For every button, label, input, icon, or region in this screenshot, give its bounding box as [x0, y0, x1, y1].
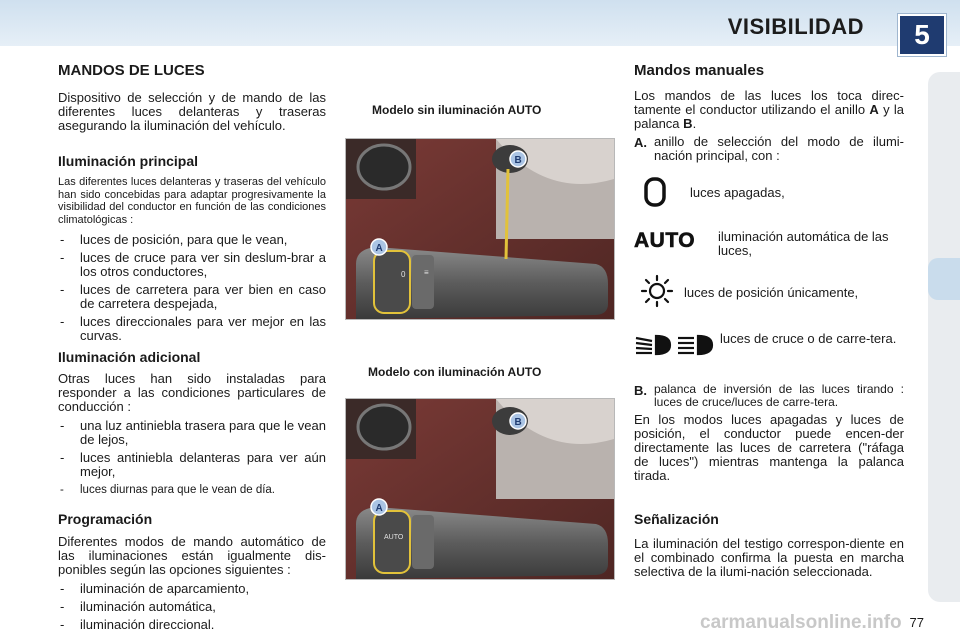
dipped-main-beam-icon: [634, 332, 716, 358]
mode-position-text: luces de posición únicamente,: [684, 285, 859, 300]
heading-mandos-manuales: Mandos manuales: [634, 62, 765, 79]
mode-beam-row: [634, 332, 904, 358]
heading-programacion: Programación: [58, 511, 153, 527]
mode-beam-text: luces de cruce o de carre-tera.: [720, 331, 897, 346]
heading-senalizacion: Señalización: [634, 511, 719, 527]
list-item: - luces antiniebla delanteras para ver aún mejor,: [58, 451, 326, 479]
item-b: [634, 383, 904, 409]
mode-auto-row: [634, 230, 904, 258]
item-a-text: anillo de selección del modo de ilumi-nación principal, con :: [654, 134, 904, 163]
svg-text:0: 0: [401, 270, 406, 279]
list-item: - iluminación direccional.: [58, 618, 326, 632]
chapter-side-rail: [928, 72, 960, 602]
manual-intro: [634, 89, 904, 131]
mode-auto-text: iluminación automática de las luces,: [718, 229, 889, 258]
page-title: VISIBILIDAD: [727, 14, 864, 39]
section-title-mandos: MANDOS DE LUCES: [58, 62, 205, 79]
heading-iluminacion-principal: Iluminación principal: [58, 153, 199, 169]
principal-text: Las diferentes luces delanteras y traseras del vehículo han sido concebidas para adaptar progresivamente la visibilidad del conductor en función de las condiciones climatológicas :: [58, 176, 326, 226]
item-a-label: A.: [634, 135, 647, 150]
list-item: - iluminación de aparcamiento,: [58, 582, 326, 596]
position-lights-icon: [640, 274, 674, 308]
list-item: - iluminación automática,: [58, 600, 326, 614]
senal-text: La iluminación del testigo correspon-diente en el combinado confirma la puesta en marcha selectiva de la ilumi-nación seleccionada.: [634, 536, 904, 579]
list-item: - luces de cruce para ver sin deslum-brar a los otros conductores,: [58, 251, 326, 279]
lever-illustration-1: [346, 139, 614, 319]
watermark-text: carmanualsonline.info: [700, 612, 902, 633]
list-item: - luces de posición, para que le vean,: [58, 233, 326, 247]
zero-ring-icon: [643, 177, 667, 207]
marker-b-text: B: [514, 417, 522, 428]
list-item: - luces de carretera para ver bien en caso de carretera despejada,: [58, 283, 326, 311]
mode-off-text: luces apagadas,: [690, 185, 785, 200]
list-item: - luces direccionales para ver mejor en las curvas.: [58, 315, 326, 343]
svg-text:≡: ≡: [424, 268, 429, 277]
chapter-number-badge: 5: [898, 14, 946, 56]
mode-off-row: [620, 177, 904, 207]
photo-lever-without-auto: [345, 138, 615, 320]
right-column: [634, 62, 904, 163]
adicional-text: Otras luces han sido instaladas para responder a las condiciones particulares de conducción :: [58, 371, 326, 414]
list-item: - una luz antiniebla trasera para que le vean de lejos,: [58, 419, 326, 447]
lever-illustration-2: [346, 399, 614, 579]
page-number: 77: [909, 615, 924, 630]
principal-list: [58, 233, 326, 343]
marker-b-text: B: [514, 155, 522, 166]
mode-position-row: [630, 274, 904, 308]
manual-intro-text: Los mandos de las luces los toca direc-tamente el conductor utilizando el anillo: [634, 88, 904, 117]
ring-a-ref: A: [869, 102, 879, 117]
programacion-text: Diferentes modos de mando automático de las iluminaciones están igualmente dis-ponibles según las opciones siguientes :: [58, 534, 326, 577]
auto-icon: AUTO: [634, 229, 696, 252]
manual-intro-mid: y la palanca: [634, 102, 905, 131]
item-b-label: B.: [634, 383, 647, 398]
right-column-lower: [634, 383, 904, 579]
lever-b-ref: B: [683, 116, 693, 131]
marker-a-text: A: [375, 503, 383, 514]
marker-a-text: A: [375, 243, 383, 254]
item-a: [634, 135, 904, 163]
auto-ring-text: AUTO: [384, 534, 404, 541]
adicional-list: [58, 419, 326, 497]
heading-iluminacion-adicional: Iluminación adicional: [58, 349, 201, 365]
item-b-text: palanca de inversión de las luces tirando : luces de cruce/luces de carre-tera.: [654, 382, 904, 409]
manual-intro-end: .: [692, 116, 697, 131]
programacion-list: [58, 582, 326, 632]
intro-text: Dispositivo de selección y de mando de las diferentes luces delanteras y traseras asegurando la iluminación del vehículo.: [58, 90, 326, 133]
modes-text: En los modos luces apagadas y luces de posición, el conductor puede encen-der directamente las luces de carretera ("ráfaga de luces") mientras mantenga la palanca tirada.: [634, 412, 904, 483]
chapter-side-tab[interactable]: [928, 258, 960, 300]
caption-model-with-auto: Modelo con iluminación AUTO: [368, 365, 542, 379]
photo-lever-with-auto: [345, 398, 615, 580]
caption-model-without-auto: Modelo sin iluminación AUTO: [372, 103, 542, 117]
left-column: [58, 62, 326, 636]
list-item: - luces diurnas para que le vean de día.: [58, 483, 326, 497]
